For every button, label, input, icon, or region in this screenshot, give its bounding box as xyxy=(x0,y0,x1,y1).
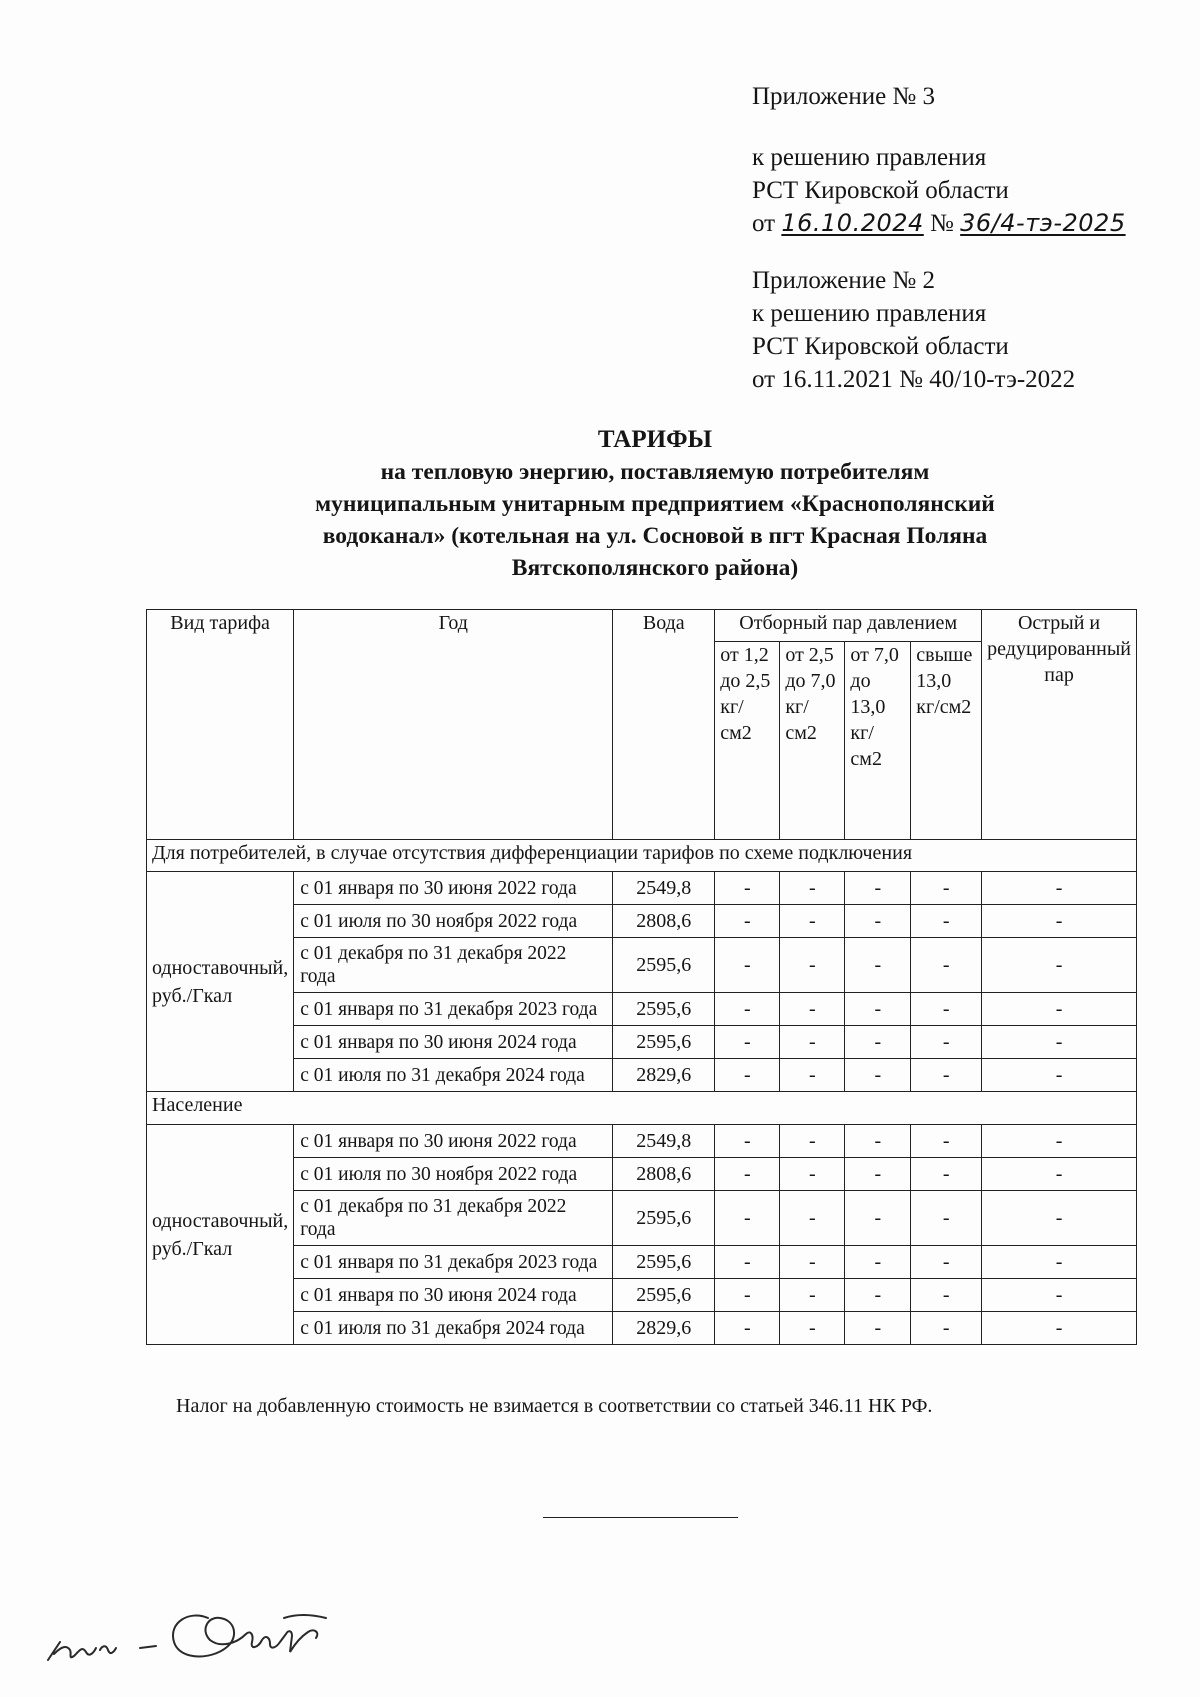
steam-cell: - xyxy=(715,1158,780,1191)
water-cell: 2595,6 xyxy=(613,1026,715,1059)
steam-cell: - xyxy=(982,1059,1137,1092)
water-cell: 2549,8 xyxy=(613,1125,715,1158)
header-kind: Вид тарифа xyxy=(147,610,294,840)
annex-current-line2: РСТ Кировской области xyxy=(752,177,1009,204)
annex-previous-line1: к решению правления xyxy=(752,300,987,327)
steam-cell: - xyxy=(845,1158,911,1191)
heading-line1: на тепловую энергию, поставляемую потребителям xyxy=(380,459,930,485)
steam-cell: - xyxy=(780,1279,845,1312)
tariff-kind: одноставочный, руб./Гкал xyxy=(147,1125,294,1345)
table-row xyxy=(147,1059,1137,1092)
end-divider xyxy=(543,1517,738,1518)
steam-cell: - xyxy=(845,905,911,938)
steam-cell: - xyxy=(715,993,780,1026)
steam-cell: - xyxy=(845,993,911,1026)
steam-cell: - xyxy=(715,1279,780,1312)
header-sharp-steam: Острый и редуцированный пар xyxy=(982,610,1137,840)
section-title: Население xyxy=(147,1092,1137,1125)
tariff-table xyxy=(146,609,1137,1345)
signature-scribble xyxy=(40,1590,340,1670)
period-cell: с 01 декабря по 31 декабря 2022 года xyxy=(294,1191,613,1246)
steam-cell: - xyxy=(982,1279,1137,1312)
steam-cell: - xyxy=(911,938,982,993)
steam-cell: - xyxy=(911,1279,982,1312)
annex-current xyxy=(752,80,1126,240)
water-cell: 2595,6 xyxy=(613,1191,715,1246)
steam-cell: - xyxy=(911,1026,982,1059)
steam-cell: - xyxy=(780,1191,845,1246)
table-row xyxy=(147,938,1137,993)
steam-cell: - xyxy=(845,1312,911,1345)
annex-current-date-handwritten: 16.10.2024 xyxy=(781,209,924,237)
tariff-kind: одноставочный, руб./Гкал xyxy=(147,872,294,1092)
steam-cell: - xyxy=(715,1026,780,1059)
annex-previous xyxy=(752,264,1075,396)
document-heading xyxy=(180,424,1130,584)
steam-cell: - xyxy=(715,938,780,993)
steam-cell: - xyxy=(780,938,845,993)
steam-cell: - xyxy=(982,1125,1137,1158)
heading-line3: водоканал» (котельная на ул. Сосновой в пгт Красная Поляна xyxy=(322,523,988,549)
steam-cell: - xyxy=(911,1059,982,1092)
steam-cell: - xyxy=(982,1191,1137,1246)
steam-cell: - xyxy=(780,872,845,905)
annex-current-date-prefix: от xyxy=(752,210,776,237)
period-cell: с 01 января по 30 июня 2022 года xyxy=(294,872,613,905)
table-row xyxy=(147,1026,1137,1059)
steam-cell: - xyxy=(982,1026,1137,1059)
header-steam-3: от 7,0 до 13,0 кг/см2 xyxy=(845,642,911,840)
steam-cell: - xyxy=(845,872,911,905)
steam-cell: - xyxy=(982,872,1137,905)
steam-cell: - xyxy=(780,993,845,1026)
steam-cell: - xyxy=(780,1026,845,1059)
steam-cell: - xyxy=(911,1158,982,1191)
table-row xyxy=(147,1246,1137,1279)
steam-cell: - xyxy=(780,1246,845,1279)
table-row xyxy=(147,1312,1137,1345)
period-cell: с 01 января по 31 декабря 2023 года xyxy=(294,1246,613,1279)
heading-title: ТАРИФЫ xyxy=(597,426,713,453)
table-row xyxy=(147,993,1137,1026)
steam-cell: - xyxy=(982,938,1137,993)
steam-cell: - xyxy=(911,1125,982,1158)
heading-line4: Вятскополянского района) xyxy=(511,555,799,581)
water-cell: 2808,6 xyxy=(613,905,715,938)
steam-cell: - xyxy=(982,993,1137,1026)
section-row xyxy=(147,1092,1137,1125)
table-row xyxy=(147,872,1137,905)
annex-previous-line2: РСТ Кировской области xyxy=(752,333,1009,360)
period-cell: с 01 июля по 30 ноября 2022 года xyxy=(294,905,613,938)
steam-cell: - xyxy=(780,905,845,938)
steam-cell: - xyxy=(780,1059,845,1092)
annex-current-number-handwritten: 36/4-тэ-2025 xyxy=(960,209,1126,237)
steam-cell: - xyxy=(845,938,911,993)
water-cell: 2595,6 xyxy=(613,938,715,993)
header-year: Год xyxy=(294,610,613,840)
annex-current-date-line xyxy=(752,207,1126,240)
annex-previous-title: Приложение № 2 xyxy=(752,267,936,294)
period-cell: с 01 декабря по 31 декабря 2022 года xyxy=(294,938,613,993)
steam-cell: - xyxy=(715,1125,780,1158)
steam-cell: - xyxy=(845,1279,911,1312)
steam-cell: - xyxy=(911,993,982,1026)
steam-cell: - xyxy=(715,872,780,905)
header-steam-group: Отборный пар давлением xyxy=(715,610,982,642)
annex-current-number-prefix: № xyxy=(930,210,954,237)
water-cell: 2595,6 xyxy=(613,1246,715,1279)
steam-cell: - xyxy=(911,1191,982,1246)
steam-cell: - xyxy=(911,1246,982,1279)
annex-current-title: Приложение № 3 xyxy=(752,83,936,110)
steam-cell: - xyxy=(845,1026,911,1059)
water-cell: 2829,6 xyxy=(613,1059,715,1092)
steam-cell: - xyxy=(911,905,982,938)
table-row xyxy=(147,1125,1137,1158)
heading-line2: муниципальным унитарным предприятием «Краснополянский xyxy=(315,491,995,517)
header-water: Вода xyxy=(613,610,715,840)
steam-cell: - xyxy=(982,1312,1137,1345)
steam-cell: - xyxy=(845,1059,911,1092)
period-cell: с 01 июля по 31 декабря 2024 года xyxy=(294,1312,613,1345)
steam-cell: - xyxy=(845,1246,911,1279)
section-title: Для потребителей, в случае отсутствия дифференциации тарифов по схеме подключения xyxy=(147,840,1137,872)
period-cell: с 01 января по 30 июня 2022 года xyxy=(294,1125,613,1158)
steam-cell: - xyxy=(911,872,982,905)
steam-cell: - xyxy=(715,1059,780,1092)
table-row xyxy=(147,1158,1137,1191)
steam-cell: - xyxy=(780,1158,845,1191)
period-cell: с 01 января по 30 июня 2024 года xyxy=(294,1279,613,1312)
steam-cell: - xyxy=(715,1191,780,1246)
table-row xyxy=(147,1279,1137,1312)
steam-cell: - xyxy=(780,1125,845,1158)
period-cell: с 01 января по 30 июня 2024 года xyxy=(294,1026,613,1059)
header-steam-2: от 2,5 до 7,0 кг/см2 xyxy=(780,642,845,840)
water-cell: 2595,6 xyxy=(613,1279,715,1312)
period-cell: с 01 июля по 30 ноября 2022 года xyxy=(294,1158,613,1191)
steam-cell: - xyxy=(715,1246,780,1279)
steam-cell: - xyxy=(845,1191,911,1246)
steam-cell: - xyxy=(982,1246,1137,1279)
steam-cell: - xyxy=(845,1125,911,1158)
table-row xyxy=(147,905,1137,938)
steam-cell: - xyxy=(982,905,1137,938)
period-cell: с 01 января по 31 декабря 2023 года xyxy=(294,993,613,1026)
header-steam-1: от 1,2 до 2,5 кг/см2 xyxy=(715,642,780,840)
period-cell: с 01 июля по 31 декабря 2024 года xyxy=(294,1059,613,1092)
water-cell: 2808,6 xyxy=(613,1158,715,1191)
steam-cell: - xyxy=(780,1312,845,1345)
steam-cell: - xyxy=(982,1158,1137,1191)
water-cell: 2829,6 xyxy=(613,1312,715,1345)
annex-previous-date-line: от 16.11.2021 № 40/10-тэ-2022 xyxy=(752,366,1076,393)
water-cell: 2549,8 xyxy=(613,872,715,905)
table-row xyxy=(147,1191,1137,1246)
header-steam-4: свыше 13,0 кг/см2 xyxy=(911,642,982,840)
water-cell: 2595,6 xyxy=(613,993,715,1026)
steam-cell: - xyxy=(911,1312,982,1345)
steam-cell: - xyxy=(715,905,780,938)
steam-cell: - xyxy=(715,1312,780,1345)
section-row xyxy=(147,840,1137,872)
header-row-1 xyxy=(147,610,1137,642)
annex-current-line1: к решению правления xyxy=(752,144,987,171)
vat-footnote: Налог на добавленную стоимость не взимается в соответствии со статьей 346.11 НК РФ. xyxy=(176,1395,933,1417)
